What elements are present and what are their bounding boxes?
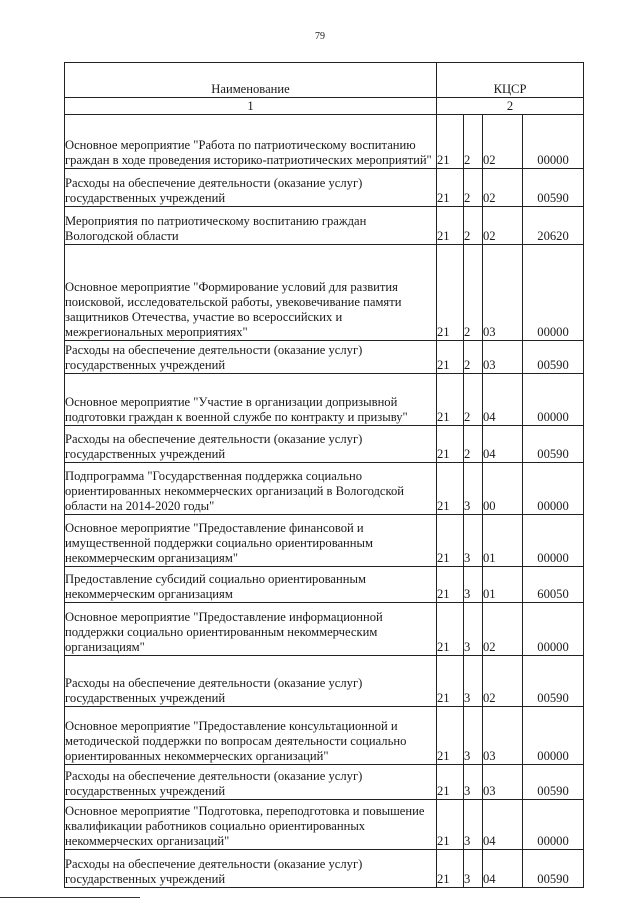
code-part-c: 04 [483,426,523,463]
header-name: Наименование [65,63,437,98]
table-body [65,115,584,888]
code-part-b: 3 [464,850,483,888]
code-part-a: 21 [437,426,464,463]
code-part-d: 00590 [523,656,584,707]
table-row [65,341,584,374]
table-row [65,800,584,850]
code-part-d: 60050 [523,567,584,603]
table-row [65,515,584,567]
code-part-a: 21 [437,207,464,245]
row-name: Расходы на обеспечение деятельности (оказание услуг) государственных учреждений [65,341,437,374]
budget-classification-table [64,62,584,888]
code-part-b: 2 [464,169,483,207]
code-part-c: 03 [483,245,523,341]
row-name: Основное мероприятие "Предоставление финансовой и имущественной поддержки социально ориентированным некоммерческим организациям" [65,515,437,567]
code-part-b: 2 [464,426,483,463]
code-part-b: 2 [464,374,483,426]
code-part-d: 00590 [523,426,584,463]
code-part-b: 3 [464,515,483,567]
code-part-a: 21 [437,656,464,707]
code-part-b: 2 [464,115,483,169]
code-part-a: 21 [437,463,464,515]
table-row [65,850,584,888]
row-name: Расходы на обеспечение деятельности (оказание услуг) государственных учреждений [65,765,437,800]
table-row [65,115,584,169]
code-part-c: 02 [483,603,523,656]
code-part-b: 2 [464,341,483,374]
page-number: 79 [315,31,325,42]
code-part-d: 00590 [523,850,584,888]
code-part-d: 00000 [523,603,584,656]
code-part-a: 21 [437,169,464,207]
code-part-a: 21 [437,850,464,888]
header-kcsr: КЦСР [437,63,584,98]
code-part-a: 21 [437,603,464,656]
code-part-c: 04 [483,850,523,888]
code-part-d: 00000 [523,800,584,850]
code-part-d: 00000 [523,515,584,567]
code-part-c: 01 [483,567,523,603]
table-row [65,463,584,515]
code-part-b: 3 [464,656,483,707]
code-part-a: 21 [437,341,464,374]
row-name: Расходы на обеспечение деятельности (оказание услуг) государственных учреждений [65,850,437,888]
table-row [65,169,584,207]
table-row [65,656,584,707]
row-name: Мероприятия по патриотическому воспитанию граждан Вологодской области [65,207,437,245]
code-part-c: 02 [483,115,523,169]
code-part-d: 00590 [523,169,584,207]
code-part-b: 3 [464,707,483,765]
code-part-c: 02 [483,207,523,245]
code-part-c: 04 [483,800,523,850]
code-part-c: 00 [483,463,523,515]
code-part-b: 3 [464,800,483,850]
code-part-d: 00590 [523,341,584,374]
row-name: Основное мероприятие "Подготовка, переподготовка и повышение квалификации работников социально ориентированных некоммерческих организаций" [65,800,437,850]
row-name: Расходы на обеспечение деятельности (оказание услуг) государственных учреждений [65,656,437,707]
table-row [65,707,584,765]
code-part-c: 04 [483,374,523,426]
code-part-d: 00000 [523,707,584,765]
row-name: Основное мероприятие "Предоставление консультационной и методической поддержки по вопросам деятельности социально ориентированных некоммерческих организаций" [65,707,437,765]
row-name: Основное мероприятие "Формирование условий для развития поисковой, исследовательской работы, увековечивание памяти защитников Отечества, участие во всероссийских и межрегиональных мероприятиях" [65,245,437,341]
row-name: Расходы на обеспечение деятельности (оказание услуг) государственных учреждений [65,169,437,207]
code-part-c: 02 [483,656,523,707]
code-part-b: 3 [464,567,483,603]
code-part-b: 3 [464,463,483,515]
row-name: Основное мероприятие "Работа по патриотическому воспитанию граждан в ходе проведения историко-патриотических мероприятий" [65,115,437,169]
table-row [65,245,584,341]
table-row [65,765,584,800]
code-part-c: 02 [483,169,523,207]
code-part-a: 21 [437,707,464,765]
code-part-c: 03 [483,341,523,374]
row-name: Расходы на обеспечение деятельности (оказание услуг) государственных учреждений [65,426,437,463]
code-part-a: 21 [437,800,464,850]
code-part-c: 03 [483,765,523,800]
code-part-a: 21 [437,374,464,426]
code-part-b: 2 [464,245,483,341]
code-part-a: 21 [437,245,464,341]
code-part-b: 3 [464,765,483,800]
table-row [65,603,584,656]
row-name: Основное мероприятие "Участие в организации допризывной подготовки граждан к военной службе по контракту и призыву" [65,374,437,426]
table-row [65,426,584,463]
code-part-d: 00000 [523,115,584,169]
code-part-d: 00590 [523,765,584,800]
code-part-a: 21 [437,515,464,567]
row-name: Подпрограмма "Государственная поддержка социально ориентированных некоммерческих организаций в Вологодской области на 2014-2020 годы" [65,463,437,515]
code-part-c: 01 [483,515,523,567]
code-part-a: 21 [437,115,464,169]
code-part-a: 21 [437,567,464,603]
code-part-c: 03 [483,707,523,765]
code-part-d: 00000 [523,463,584,515]
table-row [65,207,584,245]
code-part-a: 21 [437,765,464,800]
footnote-rule [0,897,140,898]
column-number-name: 1 [65,98,437,115]
row-name: Предоставление субсидий социально ориентированным некоммерческим организациям [65,567,437,603]
table-row [65,567,584,603]
code-part-b: 3 [464,603,483,656]
row-name: Основное мероприятие "Предоставление информационной поддержки социально ориентированным некоммерческим организациям" [65,603,437,656]
table-row [65,374,584,426]
code-part-d: 20620 [523,207,584,245]
code-part-d: 00000 [523,374,584,426]
code-part-d: 00000 [523,245,584,341]
column-number-code: 2 [437,98,584,115]
code-part-b: 2 [464,207,483,245]
